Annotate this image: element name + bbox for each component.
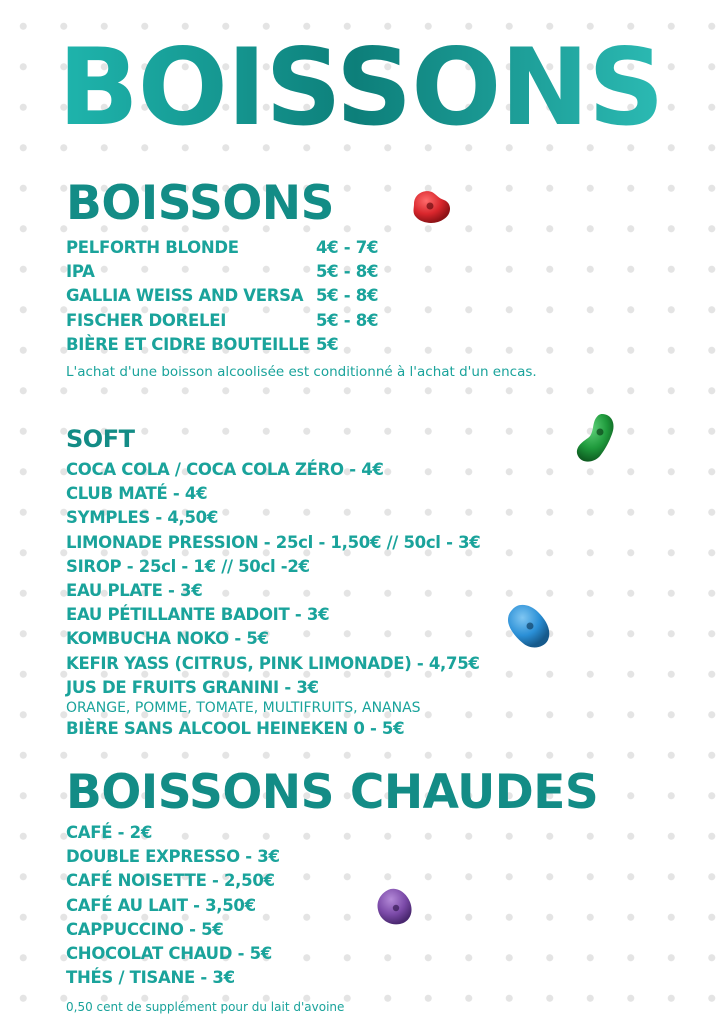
menu-item: CAFÉ AU LAIT - 3,50€	[66, 895, 256, 915]
menu-item: SIROP - 25cl - 1€ // 50cl -2€	[66, 556, 310, 576]
menu-list-chaudes	[66, 821, 666, 990]
page-title: BOISSONS	[58, 18, 678, 158]
item-price: 5€	[316, 334, 339, 354]
menu-item: CAPPUCCINO - 5€	[66, 919, 224, 939]
juice-flavors: ORANGE, POMME, TOMATE, MULTIFRUITS, ANANAS	[66, 700, 421, 717]
item-price: 5€ - 8€	[316, 286, 379, 306]
menu-item	[66, 260, 666, 284]
item-name: PELFORTH BLONDE	[66, 238, 239, 257]
section-heading-boissons: BOISSONS	[66, 176, 334, 231]
green-climbing-hold-icon	[572, 410, 620, 466]
menu-list-soft	[66, 458, 666, 741]
item-name: BIÈRE ET CIDRE BOUTEILLE	[66, 334, 310, 354]
menu-list-boissons	[66, 236, 666, 357]
section-heading-chaudes: BOISSONS CHAUDES	[66, 765, 599, 820]
menu-item: BIÈRE SANS ALCOOL HEINEKEN 0 - 5€	[66, 719, 405, 739]
menu-item: THÉS / TISANE - 3€	[66, 968, 235, 988]
section-boissons	[66, 176, 666, 380]
menu-item: JUS DE FRUITS GRANINI - 3€	[66, 677, 319, 697]
item-name: FISCHER DORELEI	[66, 310, 227, 330]
purple-climbing-hold-icon	[374, 884, 416, 928]
menu-item: SYMPLES - 4,50€	[66, 508, 219, 528]
menu-item	[66, 309, 666, 333]
alcohol-note: L'achat d'une boisson alcoolisée est conditionné à l'achat d'un encas.	[66, 364, 537, 381]
oat-milk-note: 0,50 cent de supplément pour du lait d'avoine	[66, 1000, 345, 1015]
red-climbing-hold-icon	[408, 186, 454, 228]
section-boissons-chaudes	[66, 765, 666, 1014]
menu-item: CAFÉ NOISETTE - 2,50€	[66, 871, 275, 891]
section-soft	[66, 424, 666, 741]
section-heading-soft: SOFT	[66, 425, 135, 453]
menu-item: LIMONADE PRESSION - 25cl - 1,50€ // 50cl - 3€	[66, 532, 481, 552]
menu-item	[66, 284, 666, 308]
blue-climbing-hold-icon	[504, 600, 554, 652]
item-name: IPA	[66, 262, 95, 282]
menu-item: CHOCOLAT CHAUD - 5€	[66, 944, 272, 964]
menu-item: EAU PLATE - 3€	[66, 581, 203, 601]
menu-item: CAFÉ - 2€	[66, 823, 153, 842]
item-price: 5€ - 8€	[316, 310, 379, 330]
menu-item: COCA COLA / COCA COLA ZÉRO - 4€	[66, 460, 384, 479]
menu-item	[66, 333, 666, 357]
menu-item: CLUB MATÉ - 4€	[66, 484, 208, 504]
item-price: 5€ - 8€	[316, 262, 379, 282]
menu-item: KEFIR YASS (CITRUS, PINK LIMONADE) - 4,75€	[66, 653, 480, 673]
menu-item	[66, 236, 666, 260]
item-name: GALLIA WEISS AND VERSA	[66, 286, 304, 306]
item-price: 4€ - 7€	[316, 238, 379, 257]
menu-item: EAU PÉTILLANTE BADOIT - 3€	[66, 605, 330, 625]
menu-item: DOUBLE EXPRESSO - 3€	[66, 847, 280, 867]
menu-item: KOMBUCHA NOKO - 5€	[66, 629, 269, 649]
